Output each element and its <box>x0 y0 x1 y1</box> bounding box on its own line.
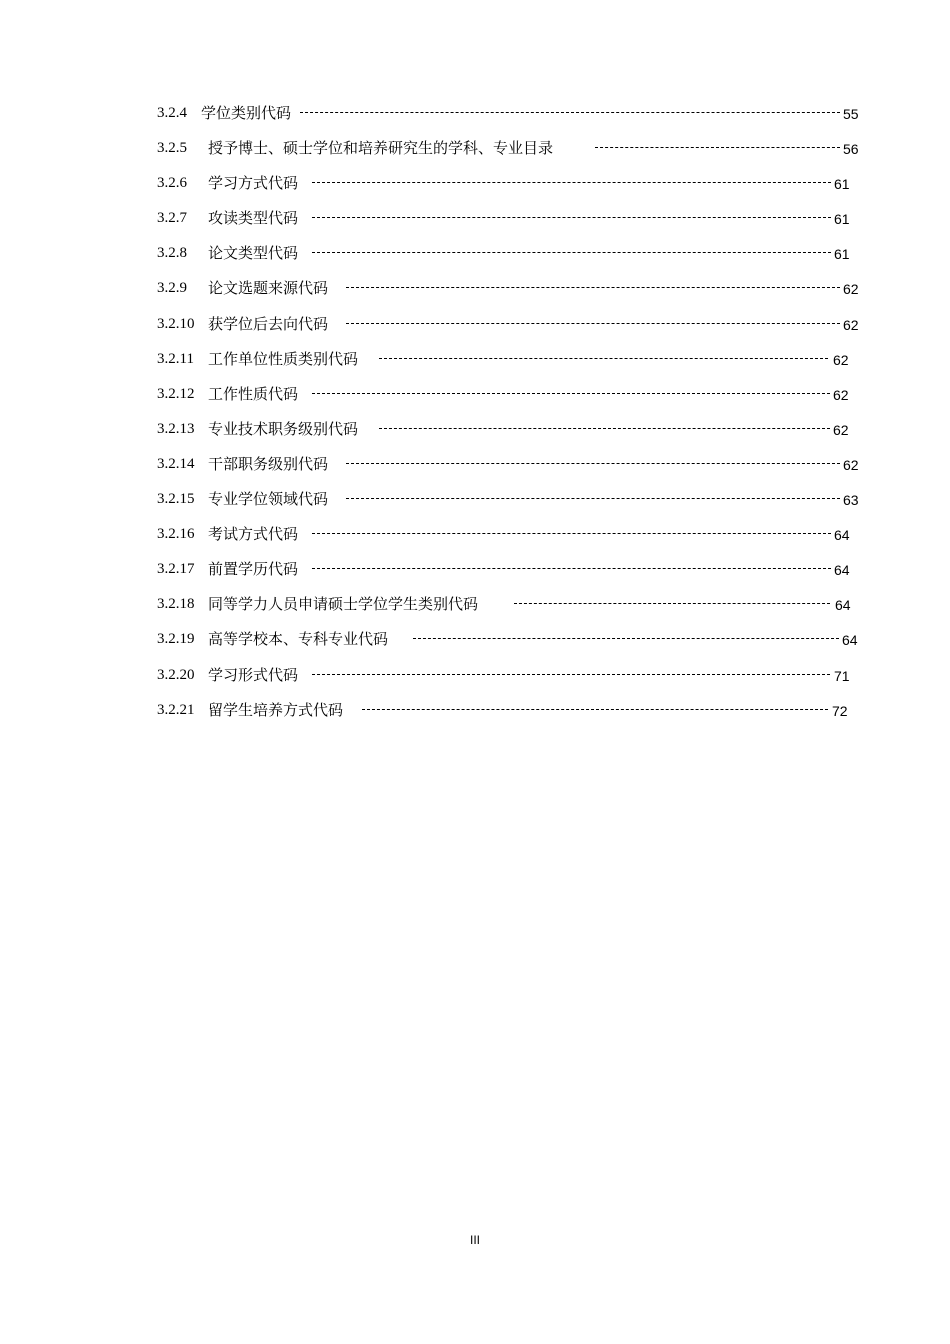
toc-entry[interactable] <box>157 559 859 594</box>
toc-entry-number: 3.2.5 <box>157 140 187 157</box>
toc-entry[interactable] <box>157 278 859 313</box>
toc-entry-title: 高等学校本、专科专业代码 <box>208 630 389 649</box>
toc-entry-title: 前置学历代码 <box>208 560 299 579</box>
toc-entry-page: 64 <box>834 527 850 544</box>
toc-entry[interactable] <box>157 419 859 454</box>
toc-entry-number: 3.2.21 <box>157 701 195 718</box>
toc-entry[interactable] <box>157 173 859 208</box>
toc-entry-title: 论文选题来源代码 <box>208 279 329 298</box>
toc-leader-dots <box>346 287 840 288</box>
toc-entry-page: 64 <box>842 632 858 649</box>
toc-entry[interactable] <box>157 700 859 735</box>
toc-entry-page: 62 <box>843 456 859 473</box>
toc-entry-number: 3.2.18 <box>157 596 195 613</box>
toc-entry-page: 62 <box>843 281 859 298</box>
toc-entry-title: 攻读类型代码 <box>208 209 299 228</box>
toc-leader-dots <box>300 112 840 113</box>
toc-leader-dots <box>312 252 831 253</box>
toc-leader-dots <box>514 603 830 604</box>
toc-entry-page: 62 <box>833 421 849 438</box>
toc-entry-page: 71 <box>834 667 850 684</box>
toc-entry-page: 56 <box>843 141 859 158</box>
toc-entry[interactable] <box>157 629 859 664</box>
toc-leader-dots <box>312 217 831 218</box>
toc-entry-page: 61 <box>834 176 850 193</box>
toc-leader-dots <box>312 568 831 569</box>
toc-entry-number: 3.2.19 <box>157 631 195 648</box>
toc-entry-title: 考试方式代码 <box>208 525 299 544</box>
toc-entry-number: 3.2.12 <box>157 385 195 402</box>
toc-entry-title: 干部职务级别代码 <box>208 454 329 473</box>
toc-entry-page: 61 <box>834 211 850 228</box>
toc-entry-number: 3.2.6 <box>157 175 187 192</box>
toc-entry-number: 3.2.15 <box>157 491 195 508</box>
toc-entry-number: 3.2.4 <box>157 105 187 121</box>
toc-leader-dots <box>312 182 831 183</box>
toc-leader-dots <box>379 428 830 429</box>
toc-entry-title: 学习方式代码 <box>208 174 299 193</box>
toc-entry[interactable] <box>157 665 859 700</box>
toc-entry-number: 3.2.20 <box>157 666 195 683</box>
toc-entry[interactable] <box>157 349 859 384</box>
toc-entry-title: 学位类别代码 <box>201 104 292 122</box>
toc-leader-dots <box>346 463 840 464</box>
toc-entry-title: 专业技术职务级别代码 <box>208 419 359 438</box>
toc-entry-page: 61 <box>834 246 850 263</box>
toc-entry-title: 专业学位领域代码 <box>208 490 329 509</box>
toc-entry-page: 64 <box>835 597 851 614</box>
toc-entry[interactable] <box>157 454 859 489</box>
toc-entry-page: 62 <box>833 351 849 368</box>
toc-entry-title: 工作性质代码 <box>208 384 299 403</box>
toc-entry[interactable] <box>157 243 859 278</box>
toc-entry-page: 55 <box>843 106 859 122</box>
toc-entry[interactable] <box>157 384 859 419</box>
toc-entry[interactable] <box>157 489 859 524</box>
toc-entry-title: 同等学力人员申请硕士学位学生类别代码 <box>208 595 479 614</box>
toc-leader-dots <box>312 674 830 675</box>
toc-entry-page: 62 <box>843 316 859 333</box>
toc-entry-number: 3.2.8 <box>157 245 187 262</box>
toc-entry-number: 3.2.10 <box>157 315 195 332</box>
toc-leader-dots <box>312 533 831 534</box>
toc-entry-title: 授予博士、硕士学位和培养研究生的学科、专业目录 <box>208 139 554 158</box>
toc-leader-dots <box>362 709 828 710</box>
toc-entry-title: 工作单位性质类别代码 <box>208 349 359 368</box>
toc-entry-number: 3.2.9 <box>157 280 187 297</box>
toc-leader-dots <box>346 498 840 499</box>
toc-leader-dots <box>312 393 830 394</box>
toc-entry-number: 3.2.14 <box>157 455 195 472</box>
toc-entry-number: 3.2.7 <box>157 210 187 227</box>
toc-entry[interactable] <box>157 524 859 559</box>
toc-leader-dots <box>595 147 840 148</box>
toc-entry-title: 获学位后去向代码 <box>208 314 329 333</box>
toc-leader-dots <box>346 323 840 324</box>
toc-entry-page: 64 <box>834 562 850 579</box>
toc-entry-page: 72 <box>832 702 848 719</box>
toc-leader-dots <box>379 358 828 359</box>
toc-entry-title: 论文类型代码 <box>208 244 299 263</box>
toc-entry-title: 留学生培养方式代码 <box>208 700 344 719</box>
toc-entry[interactable] <box>157 208 859 243</box>
toc-entry[interactable] <box>157 138 859 173</box>
toc-entry-number: 3.2.11 <box>157 350 194 367</box>
toc-entry-number: 3.2.16 <box>157 526 195 543</box>
toc-entry[interactable] <box>157 103 859 138</box>
toc-entry-page: 63 <box>843 492 859 509</box>
toc-entry[interactable] <box>157 314 859 349</box>
page-number: III <box>469 1233 480 1247</box>
toc-entry-number: 3.2.17 <box>157 561 195 578</box>
toc-entry-title: 学习形式代码 <box>208 665 299 684</box>
toc-entry-number: 3.2.13 <box>157 420 195 437</box>
table-of-contents <box>157 103 859 735</box>
toc-entry-page: 62 <box>833 386 849 403</box>
toc-entry[interactable] <box>157 594 859 629</box>
toc-leader-dots <box>413 638 839 639</box>
